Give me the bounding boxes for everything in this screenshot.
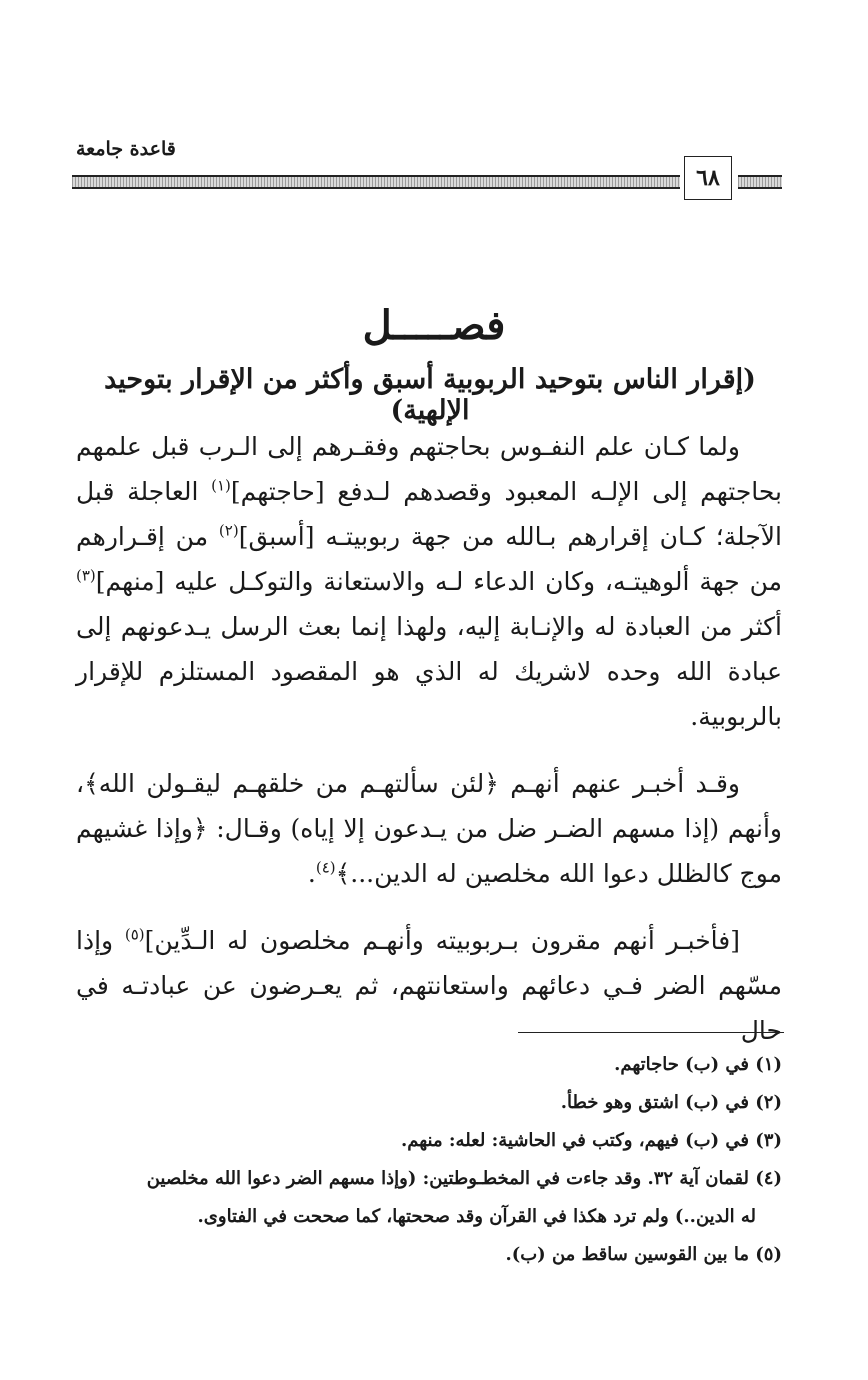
footnote: (١) في (ب) حاجاتهم.: [614, 1054, 782, 1075]
footnote: (٤) لقمان آية ٣٢. وقد جاءت في المخطـوطتين: (وإذا مسهم الضر دعوا الله مخلصين: [146, 1168, 782, 1189]
header-rule-left: [72, 175, 680, 189]
paragraph-text: وإذا مسّهم الضر فـي دعائهم واستعانتهم، ثم يعـرضون عن عبادتـه في حال: [76, 926, 782, 1045]
footnotes: [76, 1046, 782, 1274]
footnote: (٢) في (ب) اشتق وهو خطأ.: [560, 1092, 782, 1113]
paragraph-text: وقـد أخبـر عنهم أنهـم ﴿لئن سألتهـم من خلقهـم ليقـولن الله﴾، وأنهم (إذا مسهم الضـر ضل من يـدعون إلا إياه) وقـال: ﴿وإذا غشيهم موج كالظلل دعوا الله مخلصين له الدين...﴾: [76, 769, 782, 888]
page-number: ٦٨: [684, 156, 732, 200]
footnote: له الدين..) ولم ترد هكذا في القرآن وقد صححتها، كما صححت في الفتاوى.: [197, 1206, 756, 1227]
paragraph-text: العاجلة قبل الآجلة؛ كـان إقرارهم بـالله من جهة ربوبيتـه [أسبق]: [76, 477, 782, 551]
header-rule-right: [738, 175, 782, 189]
footnote-reference: (٤): [315, 858, 336, 877]
footnote-reference: (٣): [76, 566, 96, 585]
body-text: [76, 424, 782, 1075]
section-title: فصـــــل: [362, 302, 506, 349]
paragraph-text: [فأخبـر أنهم مقرون بـربوبيته وأنهـم مخلصون له الـدِّين]: [144, 926, 740, 955]
paragraph: [76, 424, 782, 739]
paragraph-text: ولما كـان علم النفـوس بحاجتهم وفقـرهم إلى الـرب قبل علمهم بحاجتهم إلى الإلـه المعبود وقصدهم لـدفع [حاجتهم]: [76, 432, 782, 506]
paragraph-text: من إقـرارهم من جهة ألوهيتـه، وكان الدعاء لـه والاستعانة والتوكـل عليه [منهم]: [76, 522, 782, 596]
paragraph: [76, 761, 782, 896]
section-subtitle: (إقرار الناس بتوحيد الربوبية أسبق وأكثر من الإقرار بتوحيد الإلهية): [104, 364, 756, 426]
footnote-reference: (٢): [218, 521, 239, 540]
footnote-reference: (١): [211, 476, 231, 495]
running-title: قاعدة جامعة: [76, 138, 176, 160]
footnote-separator: [518, 1032, 784, 1033]
paragraph-text: .: [307, 859, 316, 888]
footnote: (٣) في (ب) فيهم، وكتب في الحاشية: لعله: منهم.: [401, 1130, 782, 1151]
footnote-reference: (٥): [124, 925, 145, 944]
paragraph-text: أكثر من العبادة له والإنـابة إليه، ولهذا إنما بعث الرسل يـدعونهم إلى عبادة الله وحده لاشريك له الذي هو المقصود المستلزم للإقرار بالربوبية.: [76, 612, 782, 731]
footnote: (٥) ما بين القوسين ساقط من (ب).: [505, 1244, 782, 1265]
